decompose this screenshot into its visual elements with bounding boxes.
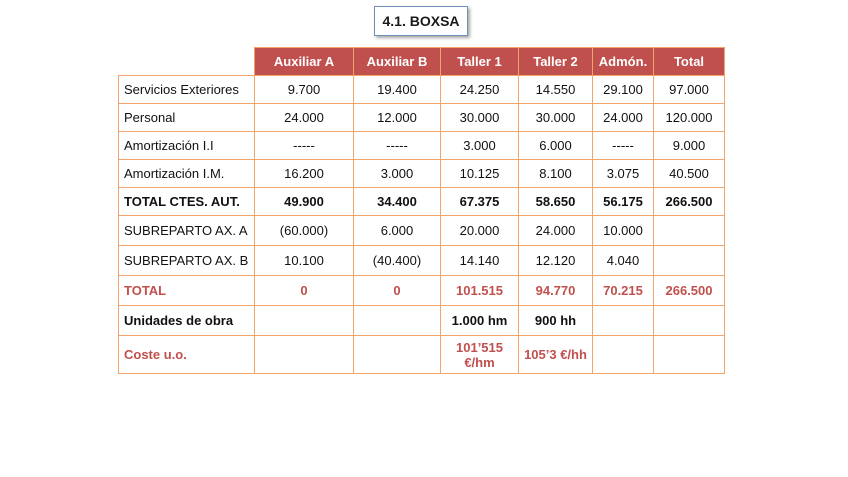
row-label: Unidades de obra xyxy=(119,306,255,336)
cost-distribution-table xyxy=(118,47,725,374)
row-label: TOTAL xyxy=(119,276,255,306)
table-cell: 3.000 xyxy=(354,160,441,188)
table-header-row xyxy=(119,48,725,76)
table-cell: 49.900 xyxy=(255,188,354,216)
row-label: Personal xyxy=(119,104,255,132)
table-cell: 10.100 xyxy=(255,246,354,276)
column-header: Taller 2 xyxy=(519,48,593,76)
row-label: Amortización I.M. xyxy=(119,160,255,188)
table-cell: 24.000 xyxy=(593,104,654,132)
table-row xyxy=(119,246,725,276)
table-cell xyxy=(255,336,354,374)
table-cell: 34.400 xyxy=(354,188,441,216)
table-cell: 101’515 €/hm xyxy=(441,336,519,374)
table-cell: ----- xyxy=(593,132,654,160)
table-cell: 67.375 xyxy=(441,188,519,216)
table-cell: 9.000 xyxy=(654,132,725,160)
table-cell: 97.000 xyxy=(654,76,725,104)
table-row xyxy=(119,216,725,246)
table-row-unit-cost xyxy=(119,336,725,374)
table-cell xyxy=(654,306,725,336)
table-cell: ----- xyxy=(255,132,354,160)
table-row xyxy=(119,132,725,160)
row-label: Servicios Exteriores xyxy=(119,76,255,104)
table-cell: 10.125 xyxy=(441,160,519,188)
table-row xyxy=(119,160,725,188)
table-cell: 24.250 xyxy=(441,76,519,104)
row-label: SUBREPARTO AX. B xyxy=(119,246,255,276)
column-header: Admón. xyxy=(593,48,654,76)
table-cell: 6.000 xyxy=(354,216,441,246)
table-cell: 70.215 xyxy=(593,276,654,306)
table-cell: 6.000 xyxy=(519,132,593,160)
table-cell xyxy=(255,306,354,336)
table-cell: 24.000 xyxy=(255,104,354,132)
table-cell xyxy=(593,336,654,374)
table-cell xyxy=(654,336,725,374)
column-header: Taller 1 xyxy=(441,48,519,76)
table-cell xyxy=(654,246,725,276)
slide-title: 4.1. BOXSA xyxy=(374,6,468,36)
table-cell: 101.515 xyxy=(441,276,519,306)
table-cell: 94.770 xyxy=(519,276,593,306)
column-header: Total xyxy=(654,48,725,76)
column-header: Auxiliar B xyxy=(354,48,441,76)
table-row xyxy=(119,104,725,132)
table-cell: 1.000 hm xyxy=(441,306,519,336)
table-cell xyxy=(654,216,725,246)
table-cell: 14.550 xyxy=(519,76,593,104)
table-cell: 9.700 xyxy=(255,76,354,104)
table-row-subtotal xyxy=(119,188,725,216)
table-cell: 3.075 xyxy=(593,160,654,188)
table-cell: 266.500 xyxy=(654,188,725,216)
row-label: Amortización I.I xyxy=(119,132,255,160)
row-label: TOTAL CTES. AUT. xyxy=(119,188,255,216)
header-corner-cell xyxy=(119,48,255,76)
table-cell: 29.100 xyxy=(593,76,654,104)
table-cell: 3.000 xyxy=(441,132,519,160)
table-cell: 4.040 xyxy=(593,246,654,276)
table-cell: ----- xyxy=(354,132,441,160)
table-cell: 56.175 xyxy=(593,188,654,216)
table-row xyxy=(119,306,725,336)
table-cell: 266.500 xyxy=(654,276,725,306)
table-cell: 0 xyxy=(255,276,354,306)
table-cell xyxy=(354,336,441,374)
table-cell: 30.000 xyxy=(519,104,593,132)
table-cell: (60.000) xyxy=(255,216,354,246)
table-cell: 105’3 €/hh xyxy=(519,336,593,374)
row-label: Coste u.o. xyxy=(119,336,255,374)
table-cell: 0 xyxy=(354,276,441,306)
row-label: SUBREPARTO AX. A xyxy=(119,216,255,246)
table-cell: (40.400) xyxy=(354,246,441,276)
table-cell: 30.000 xyxy=(441,104,519,132)
table-row-total xyxy=(119,276,725,306)
table-cell: 12.120 xyxy=(519,246,593,276)
table-cell: 16.200 xyxy=(255,160,354,188)
table-cell: 20.000 xyxy=(441,216,519,246)
table-cell: 40.500 xyxy=(654,160,725,188)
column-header: Auxiliar A xyxy=(255,48,354,76)
table-cell: 10.000 xyxy=(593,216,654,246)
table-cell: 120.000 xyxy=(654,104,725,132)
table-cell: 14.140 xyxy=(441,246,519,276)
table-cell xyxy=(354,306,441,336)
table-cell: 900 hh xyxy=(519,306,593,336)
table-cell: 12.000 xyxy=(354,104,441,132)
table-cell: 8.100 xyxy=(519,160,593,188)
table-cell xyxy=(593,306,654,336)
table-cell: 58.650 xyxy=(519,188,593,216)
table-row xyxy=(119,76,725,104)
table-cell: 24.000 xyxy=(519,216,593,246)
table-cell: 19.400 xyxy=(354,76,441,104)
